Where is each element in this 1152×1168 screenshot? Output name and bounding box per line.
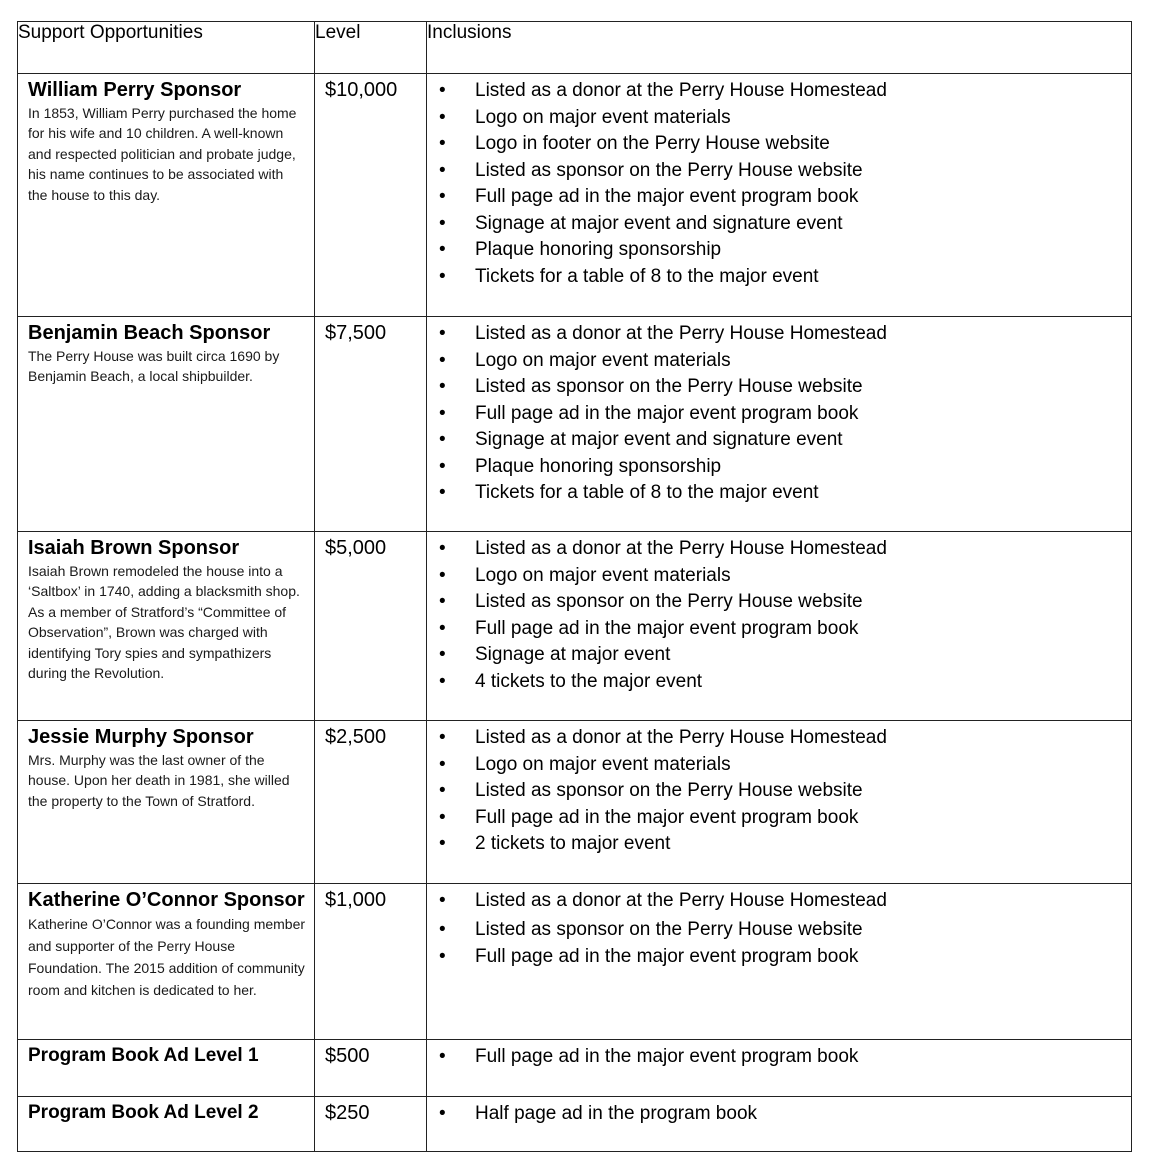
table-header-row [18, 22, 1132, 74]
sponsorship-table [17, 21, 1132, 1152]
level-cell [315, 1040, 427, 1097]
inclusion-item: • Tickets for a table of 8 to the major event [427, 480, 1131, 507]
sponsor-name: Isaiah Brown Sponsor [28, 537, 240, 559]
inclusions-list [427, 884, 1131, 970]
sponsor-level: $2,500 [325, 726, 387, 748]
inclusions-cell [427, 532, 1132, 721]
sponsor-name: Program Book Ad Level 2 [28, 1102, 259, 1123]
table-row [18, 1097, 1132, 1152]
opportunity-cell [18, 884, 315, 1040]
inclusion-item: • Listed as sponsor on the Perry House website [427, 158, 1131, 185]
inclusion-item: • Logo on major event materials [427, 348, 1131, 375]
level-cell [315, 74, 427, 317]
inclusions-cell [427, 884, 1132, 1040]
table-row [18, 721, 1132, 884]
sponsor-level: $500 [325, 1045, 370, 1067]
opportunity-cell [18, 1097, 315, 1152]
inclusion-item: • Plaque honoring sponsorship [427, 454, 1131, 481]
sponsor-name: Jessie Murphy Sponsor [28, 726, 254, 748]
table-row [18, 532, 1132, 721]
inclusion-item: • Listed as sponsor on the Perry House website [427, 374, 1131, 401]
table-row [18, 884, 1132, 1040]
sponsor-level: $1,000 [325, 889, 387, 911]
level-cell [315, 1097, 427, 1152]
inclusion-item: • Full page ad in the major event program book [427, 184, 1131, 211]
sponsor-level: $5,000 [325, 537, 387, 559]
sponsor-name: William Perry Sponsor [28, 79, 242, 101]
level-cell [315, 721, 427, 884]
inclusion-item: • Listed as a donor at the Perry House Homestead [427, 78, 1131, 105]
inclusions-list [427, 1097, 1131, 1128]
sponsor-name: Program Book Ad Level 1 [28, 1045, 259, 1066]
inclusions-cell [427, 1040, 1132, 1097]
inclusion-item: • Full page ad in the major event program book [427, 616, 1131, 643]
inclusion-item: • Tickets for a table of 8 to the major event [427, 264, 1131, 291]
sponsor-description: The Perry House was built circa 1690 by Benjamin Beach, a local shipbuilder. [28, 348, 280, 385]
inclusion-item: • Listed as a donor at the Perry House Homestead [427, 725, 1131, 752]
inclusion-item: • Logo on major event materials [427, 752, 1131, 779]
inclusion-item: • Signage at major event and signature event [427, 427, 1131, 454]
level-cell [315, 317, 427, 532]
sponsor-description: Katherine O’Connor was a founding member and supporter of the Perry House Foundation. The 2015 addition of community room and kitchen is dedicated to her. [28, 916, 306, 998]
opportunity-cell [18, 532, 315, 721]
opportunity-cell [18, 74, 315, 317]
header-support-opportunities: Support Opportunities [18, 22, 315, 74]
inclusions-cell [427, 1097, 1132, 1152]
inclusion-item: • Logo on major event materials [427, 105, 1131, 132]
inclusion-item: • Listed as sponsor on the Perry House website [427, 915, 1131, 944]
inclusions-list [427, 317, 1131, 507]
inclusion-item: • Full page ad in the major event program book [427, 401, 1131, 428]
opportunity-cell [18, 721, 315, 884]
sponsor-name: Benjamin Beach Sponsor [28, 322, 271, 344]
inclusion-item: • Signage at major event [427, 642, 1131, 669]
inclusion-item: • Signage at major event and signature event [427, 211, 1131, 238]
inclusion-item: • Listed as a donor at the Perry House Homestead [427, 536, 1131, 563]
inclusion-item: • 4 tickets to the major event [427, 669, 1131, 696]
opportunity-cell [18, 1040, 315, 1097]
inclusion-item: • Listed as a donor at the Perry House Homestead [427, 321, 1131, 348]
inclusions-cell [427, 721, 1132, 884]
inclusions-cell [427, 74, 1132, 317]
level-cell [315, 884, 427, 1040]
sponsor-description: In 1853, William Perry purchased the home for his wife and 10 children. A well-known and respected politician and probate judge, his name continues to be associated with the house to this day. [28, 105, 297, 203]
inclusion-item: • Logo on major event materials [427, 563, 1131, 590]
sponsor-level: $250 [325, 1102, 370, 1124]
inclusions-list [427, 532, 1131, 695]
sponsor-name: Katherine O’Connor Sponsor [28, 889, 305, 911]
inclusions-list [427, 721, 1131, 858]
inclusion-item: • Full page ad in the major event program book [427, 1044, 1131, 1071]
opportunity-cell [18, 317, 315, 532]
table-row [18, 1040, 1132, 1097]
inclusions-cell [427, 317, 1132, 532]
inclusion-item: • Listed as sponsor on the Perry House website [427, 778, 1131, 805]
inclusion-item: • Full page ad in the major event program book [427, 805, 1131, 832]
sponsor-level: $10,000 [325, 79, 398, 101]
inclusions-list [427, 74, 1131, 290]
inclusion-item: • 2 tickets to major event [427, 831, 1131, 858]
inclusion-item: • Listed as a donor at the Perry House Homestead [427, 888, 1131, 915]
table-row [18, 74, 1132, 317]
inclusion-item: • Half page ad in the program book [427, 1101, 1131, 1128]
sponsor-description: Mrs. Murphy was the last owner of the house. Upon her death in 1981, she willed the property to the Town of Stratford. [28, 752, 290, 809]
inclusion-item: • Plaque honoring sponsorship [427, 237, 1131, 264]
inclusion-item: • Logo in footer on the Perry House website [427, 131, 1131, 158]
inclusions-list [427, 1040, 1131, 1071]
header-inclusions: Inclusions [427, 22, 1132, 74]
inclusion-item: • Full page ad in the major event program book [427, 944, 1131, 971]
sponsor-description: Isaiah Brown remodeled the house into a ‘Saltbox’ in 1740, adding a blacksmith shop. As a member of Stratford’s “Committee of Observation”, Brown was charged with identifying Tory spies and sympathizers during the Revolution. [28, 563, 300, 682]
sponsor-level: $7,500 [325, 322, 387, 344]
header-level: Level [315, 22, 427, 74]
inclusion-item: • Listed as sponsor on the Perry House website [427, 589, 1131, 616]
table-row [18, 317, 1132, 532]
level-cell [315, 532, 427, 721]
